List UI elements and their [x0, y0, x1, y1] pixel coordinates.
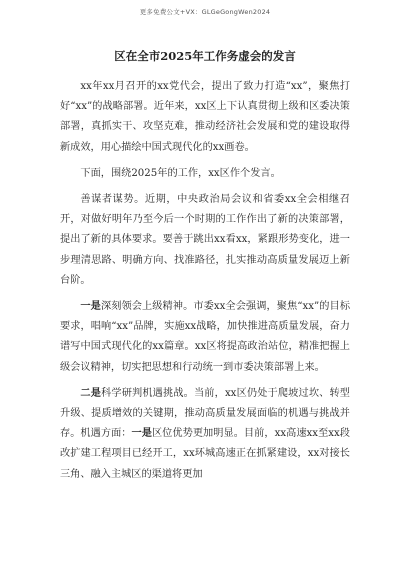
paragraph-5-body-a: 科学研判机遇挑战。当前，xx区仍处于爬坡过坎、转型升级、提质增效的关键期，推动高质量发展面临的机遇与挑战并存。机遇方面： [60, 387, 350, 440]
paragraph-4-lead: 一是 [80, 301, 101, 313]
paragraph-5-lead: 二是 [80, 387, 102, 399]
paragraph-5-body-b: 区位优势更加明显。目前，xx高速xx至xx段改扩建工程项目已经开工，xx环城高速正在抓紧建设，xx对接长三角、融入主城区的渠道将更加 [60, 428, 350, 480]
paragraph-4 [60, 297, 350, 378]
document-page [60, 48, 350, 491]
paragraph-5-lead-2: 一是 [131, 428, 152, 440]
header-watermark: 更多免费公文+VX：GLGeGongWen2024 [139, 8, 271, 16]
paragraph-2: 下面，围绕2025年的工作，xx区作个发言。 [80, 167, 281, 179]
paragraph-1: xx年xx月召开的xx党代会，提出了致力打造“xx”，聚焦打好“xx”的战略部署。近年来，xx区上下认真贯彻上级和区委决策部署，真抓实干、攻坚克难，推动经济社会发展和党的建设取得新成效，用心描绘中国式现代化的xx画卷。 [60, 81, 350, 153]
paragraph-4-body: 深刻领会上级精神。市委xx全会强调，聚焦“xx”的目标要求，唱响“xx”品牌，实施xx战略，加快推进高质量发展，奋力谱写中国式现代化的xx篇章。xx区将提高政治站位，精准把握上级会议精神，切实把思想和行动统一到市委决策部署上来。 [60, 301, 351, 373]
paragraph-5 [60, 384, 350, 485]
document-title: 区在全市2025年工作务虚会的发言 [114, 49, 296, 63]
paragraph-3: 善谋者谋势。近期，中央政治局会议和省委xx全会相继召开，对做好明年乃至今后一个时期的工作作出了新的决策部署，提出了新的具体要求。要善于跳出xx看xx，紧跟形势变化，进一步理清思路、明确方向、找准路径，扎实推动高质量发展迈上新台阶。 [60, 194, 350, 286]
